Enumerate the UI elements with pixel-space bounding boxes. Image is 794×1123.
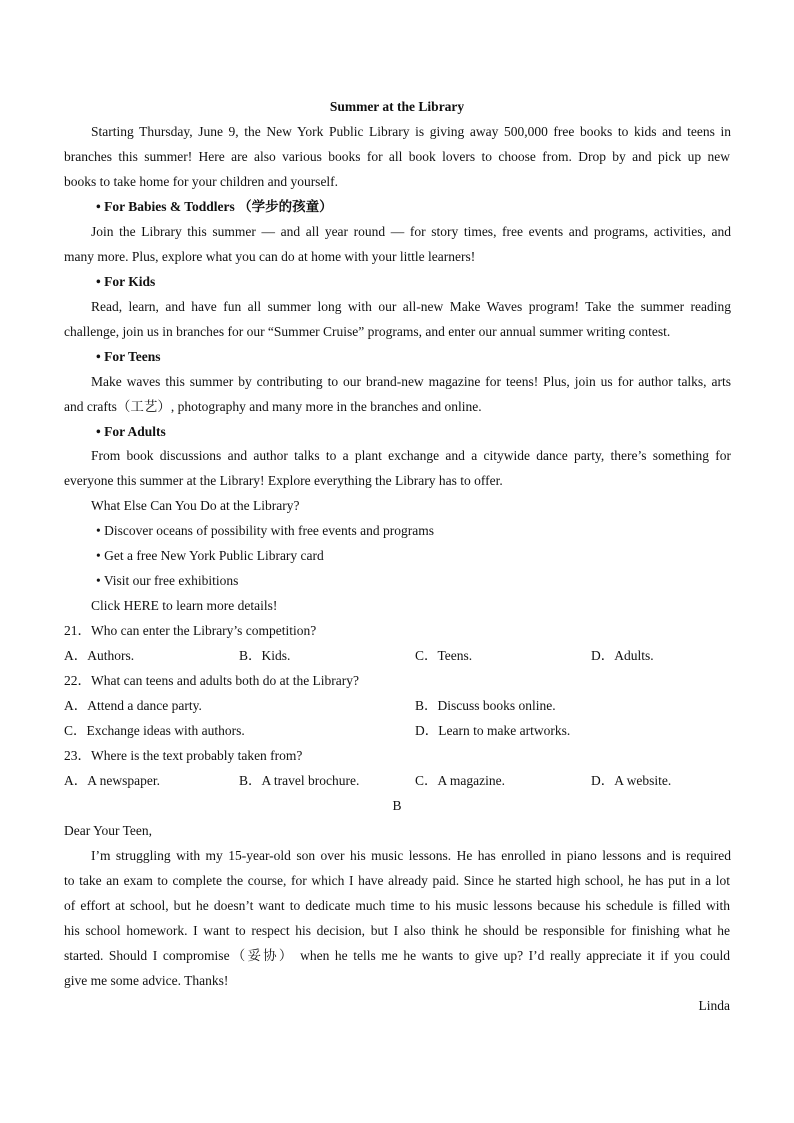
section-heading-teens: • For Teens <box>96 349 161 364</box>
letter-line: to take an exam to complete the course, for which I have already paid. Since he started high school, he has put in a lot <box>64 873 730 888</box>
more-heading: What Else Can You Do at the Library? <box>91 498 300 513</box>
option-c: C．Teens. <box>415 648 473 663</box>
intro-line: branches this summer! Here are also various books for all book lovers to choose from. Drop by and pick up new <box>64 149 730 164</box>
click-here-line: Click HERE to learn more details! <box>91 598 278 613</box>
option-d: D．Adults. <box>591 648 654 663</box>
option-a: A．Authors. <box>64 648 135 663</box>
letter-line: give me some advice. Thanks! <box>64 973 229 988</box>
question-stem: 23．Where is the text probably taken from? <box>64 748 303 763</box>
letter-line: I’m struggling with my 15-year-old son over his music lessons. He has enrolled in piano lessons and is required <box>91 848 731 863</box>
section-line: Join the Library this summer — and all year round — for story times, free events and programs, activities, and <box>91 224 731 239</box>
option-b: B．Kids. <box>239 648 291 663</box>
letter-signature: Linda <box>698 998 730 1013</box>
letter-salutation: Dear Your Teen, <box>64 823 153 838</box>
passage-title: Summer at the Library <box>329 99 465 114</box>
intro-line: books to take home for your children and yourself. <box>64 174 339 189</box>
option-b: B．A travel brochure. <box>239 773 360 788</box>
option-a: A．A newspaper. <box>64 773 160 788</box>
section-line: Read, learn, and have fun all summer long with our all-new Make Waves program! Take the summer reading <box>91 299 731 314</box>
section-line: everyone this summer at the Library! Explore everything the Library has to offer. <box>64 473 503 488</box>
option-d: D．A website. <box>591 773 672 788</box>
letter-line: of effort at school, but he doesn’t want to dedicate much time to his music lessons because his schedule is filled with <box>64 898 730 913</box>
section-line: From book discussions and author talks to a plant exchange and a citywide dance party, there’s something for <box>91 448 731 463</box>
more-item: • Visit our free exhibitions <box>96 573 239 588</box>
section-line: many more. Plus, explore what you can do at home with your little learners! <box>64 249 476 264</box>
passage-b-label: B <box>392 798 402 813</box>
section-line: Make waves this summer by contributing to our brand-new magazine for teens! Plus, join us for author talks, arts <box>91 374 731 389</box>
letter-line: his school homework. I want to respect his decision, but I also think he should be responsible for finishing what he <box>64 923 730 938</box>
section-line: challenge, join us in branches for our “Summer Cruise” programs, and enter our annual summer writing contest. <box>64 324 671 339</box>
question-stem: 21．Who can enter the Library’s competition? <box>64 623 317 638</box>
section-line: and crafts（工艺）, photography and many more in the branches and online. <box>64 399 482 414</box>
option-c: C．Exchange ideas with authors. <box>64 723 245 738</box>
more-item: • Get a free New York Public Library card <box>96 548 324 563</box>
more-item: • Discover oceans of possibility with free events and programs <box>96 523 435 538</box>
section-heading-adults: • For Adults <box>96 424 166 439</box>
letter-line: started. Should I compromise（妥协） when he tells me he wants to give up? I’d really appreciate it if you could <box>64 948 730 963</box>
section-heading-babies: • For Babies & Toddlers （学步的孩童） <box>96 199 333 214</box>
question-stem: 22．What can teens and adults both do at the Library? <box>64 673 360 688</box>
option-d: D．Learn to make artworks. <box>415 723 571 738</box>
option-c: C．A magazine. <box>415 773 505 788</box>
option-b: B．Discuss books online. <box>415 698 556 713</box>
intro-line: Starting Thursday, June 9, the New York Public Library is giving away 500,000 free books to kids and teens in <box>91 124 731 139</box>
option-a: A．Attend a dance party. <box>64 698 202 713</box>
section-heading-kids: • For Kids <box>96 274 156 289</box>
